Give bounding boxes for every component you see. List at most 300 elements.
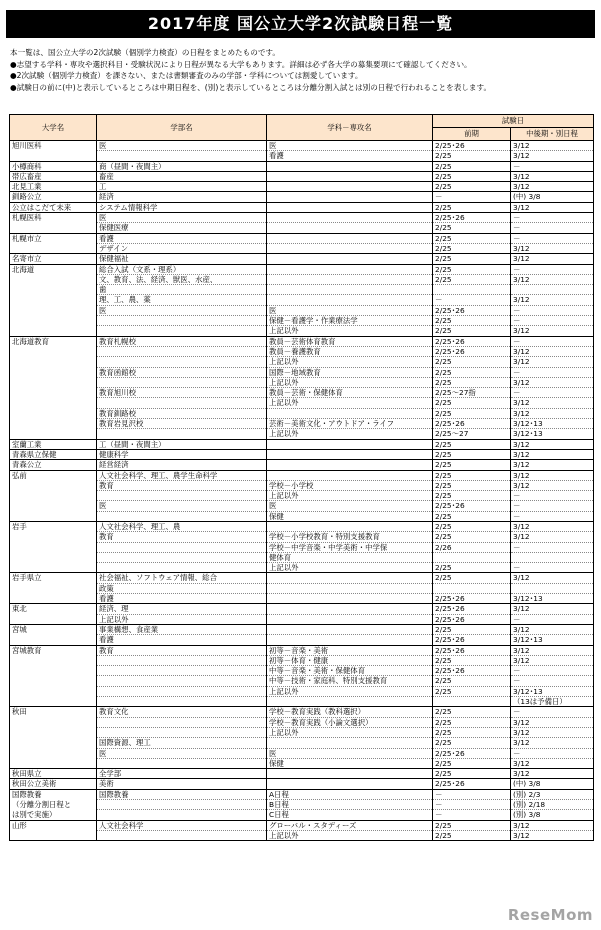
table-row <box>10 624 594 634</box>
cell-department <box>267 264 433 274</box>
table-row <box>10 223 594 233</box>
cell-first: 2/25 <box>433 624 511 634</box>
cell-first: 2/25 <box>433 264 511 274</box>
cell-faculty: 教育函館校 <box>97 367 267 377</box>
cell-university <box>10 594 97 604</box>
cell-faculty: 歯 <box>97 285 267 295</box>
cell-faculty <box>97 717 267 727</box>
table-row <box>10 274 594 284</box>
cell-university <box>10 367 97 377</box>
cell-university: 国際教養 <box>10 789 97 799</box>
cell-faculty <box>97 563 267 573</box>
table-row <box>10 254 594 264</box>
cell-second <box>511 583 594 593</box>
cell-faculty: 国際資源、理工 <box>97 738 267 748</box>
cell-university <box>10 408 97 418</box>
cell-department: 学校－教育実践（教科選択） <box>267 707 433 717</box>
table-row <box>10 830 594 840</box>
cell-faculty: 政策 <box>97 583 267 593</box>
cell-department: 教員－芸術体育教育 <box>267 336 433 346</box>
page-title: 2017年度 国公立大学2次試験日程一覧 <box>6 10 595 38</box>
cell-department <box>267 171 433 181</box>
cell-second: 3/12 <box>511 243 594 253</box>
cell-department <box>267 233 433 243</box>
cell-first: 2/25 <box>433 727 511 737</box>
notes <box>10 47 595 93</box>
cell-second: 3/12･13 <box>511 686 594 696</box>
table-row <box>10 511 594 521</box>
cell-second: 3/12 <box>511 398 594 408</box>
cell-first: 2/25 <box>433 171 511 181</box>
cell-university <box>10 583 97 593</box>
cell-department: 国際－地域教育 <box>267 367 433 377</box>
cell-department <box>267 439 433 449</box>
cell-university: 秋田公立美術 <box>10 779 97 789</box>
cell-department <box>267 274 433 284</box>
cell-university <box>10 274 97 284</box>
cell-first: 2/25 <box>433 161 511 171</box>
table-row <box>10 305 594 315</box>
cell-second: 3/12･13 <box>511 594 594 604</box>
cell-first: 2/25 <box>433 758 511 768</box>
schedule-table <box>9 114 594 841</box>
cell-first: 2/25 <box>433 449 511 459</box>
cell-faculty: 教育釧路校 <box>97 408 267 418</box>
cell-second: － <box>511 614 594 624</box>
cell-faculty <box>97 151 267 161</box>
cell-department <box>267 202 433 212</box>
cell-first: 2/25･26 <box>433 305 511 315</box>
cell-university: 帯広畜産 <box>10 171 97 181</box>
cell-university <box>10 429 97 439</box>
cell-first: 2/25･26 <box>433 748 511 758</box>
cell-university: 弘前 <box>10 470 97 480</box>
cell-faculty: 人文社会科学、理工、農 <box>97 521 267 531</box>
cell-first: 2/25 <box>433 470 511 480</box>
cell-second: (中) 3/8 <box>511 779 594 789</box>
cell-university <box>10 542 97 552</box>
cell-second: (別) 2/3 <box>511 789 594 799</box>
table-row <box>10 141 594 151</box>
cell-first <box>433 552 511 562</box>
cell-university: 釧路公立 <box>10 192 97 202</box>
table-row <box>10 213 594 223</box>
cell-university <box>10 491 97 501</box>
cell-university <box>10 357 97 367</box>
cell-second: － <box>511 542 594 552</box>
cell-university <box>10 316 97 326</box>
cell-department: A日程 <box>267 789 433 799</box>
cell-faculty: 教育札幌校 <box>97 336 267 346</box>
header-exam-date: 試験日 <box>433 115 594 128</box>
cell-university <box>10 511 97 521</box>
cell-faculty: 教育文化 <box>97 707 267 717</box>
table-row <box>10 521 594 531</box>
cell-university <box>10 388 97 398</box>
table-row <box>10 820 594 830</box>
cell-second: 3/12 <box>511 460 594 470</box>
cell-second: 3/12 <box>511 171 594 181</box>
table-row <box>10 727 594 737</box>
cell-faculty: 工 <box>97 182 267 192</box>
cell-second: 3/12 <box>511 717 594 727</box>
cell-department <box>267 161 433 171</box>
cell-second: 3/12 <box>511 727 594 737</box>
cell-university: 宮城 <box>10 624 97 634</box>
cell-first: 2/25 <box>433 491 511 501</box>
cell-faculty: 保健医療 <box>97 223 267 233</box>
cell-second: 3/12 <box>511 357 594 367</box>
cell-faculty <box>97 676 267 686</box>
table-row <box>10 542 594 552</box>
cell-second: 3/12 <box>511 758 594 768</box>
cell-second: － <box>511 501 594 511</box>
cell-second: － <box>511 563 594 573</box>
cell-first: 2/25 <box>433 398 511 408</box>
cell-department: 上記以外 <box>267 326 433 336</box>
cell-department: 医 <box>267 141 433 151</box>
cell-department: 健体育 <box>267 552 433 562</box>
cell-first: 2/25 <box>433 243 511 253</box>
cell-department: 教員－養護教育 <box>267 346 433 356</box>
cell-faculty <box>97 491 267 501</box>
cell-university <box>10 686 97 696</box>
cell-first: 2/25 <box>433 377 511 387</box>
cell-faculty <box>97 655 267 665</box>
cell-faculty <box>97 697 267 707</box>
cell-first <box>433 697 511 707</box>
cell-faculty: 医 <box>97 501 267 511</box>
cell-department <box>267 213 433 223</box>
cell-faculty: 商（昼間・夜間主） <box>97 161 267 171</box>
cell-department: 初等－音楽・美術 <box>267 645 433 655</box>
cell-faculty <box>97 800 267 810</box>
cell-first: 2/25 <box>433 532 511 542</box>
cell-faculty: 国際教養 <box>97 789 267 799</box>
table-row <box>10 666 594 676</box>
table-row <box>10 346 594 356</box>
cell-department <box>267 254 433 264</box>
table-row <box>10 233 594 243</box>
table-row <box>10 388 594 398</box>
cell-first: 2/25 <box>433 254 511 264</box>
cell-second: 3/12 <box>511 830 594 840</box>
cell-second: 3/12 <box>511 470 594 480</box>
cell-second: － <box>511 233 594 243</box>
cell-second: 3/12 <box>511 532 594 542</box>
cell-university: 公立はこだて未来 <box>10 202 97 212</box>
cell-first: 2/25 <box>433 233 511 243</box>
cell-first: 2/25 <box>433 738 511 748</box>
table-row <box>10 583 594 593</box>
cell-department <box>267 594 433 604</box>
cell-second: 3/12 <box>511 377 594 387</box>
cell-department <box>267 460 433 470</box>
header-university: 大学名 <box>10 115 97 141</box>
table-row <box>10 491 594 501</box>
cell-faculty: 美術 <box>97 779 267 789</box>
cell-second: 3/12 <box>511 141 594 151</box>
cell-first: 2/25 <box>433 480 511 490</box>
table-row <box>10 758 594 768</box>
cell-second: 3/12 <box>511 202 594 212</box>
cell-second: 3/12 <box>511 182 594 192</box>
cell-second: (別) 2/18 <box>511 800 594 810</box>
cell-department: 保健 <box>267 511 433 521</box>
cell-first: － <box>433 295 511 305</box>
cell-university: 北見工業 <box>10 182 97 192</box>
cell-second: － <box>511 388 594 398</box>
table-row <box>10 367 594 377</box>
cell-department <box>267 604 433 614</box>
cell-department <box>267 243 433 253</box>
cell-department: 医 <box>267 748 433 758</box>
note-intro: 本一覧は、国公立大学の2次試験（個別学力検査）の日程をまとめたものです。 <box>10 48 281 57</box>
table-row <box>10 779 594 789</box>
cell-department <box>267 223 433 233</box>
cell-first: 2/25 <box>433 686 511 696</box>
cell-department: 学校－小学校教育・特別支援教育 <box>267 532 433 542</box>
cell-university <box>10 717 97 727</box>
cell-department: グローバル・スタディーズ <box>267 820 433 830</box>
cell-first: 2/25 <box>433 367 511 377</box>
cell-university <box>10 532 97 542</box>
cell-university <box>10 748 97 758</box>
cell-university: 秋田 <box>10 707 97 717</box>
cell-department: 教員－芸術・保健体育 <box>267 388 433 398</box>
cell-first: 2/25 <box>433 769 511 779</box>
cell-faculty: 保健福祉 <box>97 254 267 264</box>
cell-first: 2/25･26 <box>433 336 511 346</box>
cell-first: 2/25 <box>433 202 511 212</box>
cell-university <box>10 419 97 429</box>
cell-university <box>10 346 97 356</box>
cell-faculty: 教育 <box>97 532 267 542</box>
cell-second: (中) 3/8 <box>511 192 594 202</box>
table-row <box>10 326 594 336</box>
cell-faculty <box>97 666 267 676</box>
cell-first: 2/25 <box>433 655 511 665</box>
table-row <box>10 460 594 470</box>
table-row <box>10 202 594 212</box>
cell-department: 医 <box>267 305 433 315</box>
table-row <box>10 295 594 305</box>
table-row <box>10 182 594 192</box>
cell-university <box>10 285 97 295</box>
cell-second: 3/12 <box>511 655 594 665</box>
cell-faculty: 教育旭川校 <box>97 388 267 398</box>
cell-department: 上記以外 <box>267 727 433 737</box>
schedule-body <box>10 141 594 841</box>
cell-second: 3/12･13 <box>511 635 594 645</box>
cell-faculty: 教育岩見沢校 <box>97 419 267 429</box>
cell-department: 学校－教育実践（小論文選択） <box>267 717 433 727</box>
cell-department: C日程 <box>267 810 433 820</box>
cell-first: 2/25 <box>433 563 511 573</box>
table-row <box>10 748 594 758</box>
cell-first: 2/25 <box>433 326 511 336</box>
cell-second: － <box>511 707 594 717</box>
cell-first: 2/25 <box>433 820 511 830</box>
cell-second: 3/12 <box>511 521 594 531</box>
cell-department: 学校－中学音楽・中学美術・中学保 <box>267 542 433 552</box>
cell-faculty: 医 <box>97 305 267 315</box>
cell-university: 岩手県立 <box>10 573 97 583</box>
cell-faculty: 総合入試（文系・理系） <box>97 264 267 274</box>
cell-faculty: 医 <box>97 213 267 223</box>
cell-department: 保健 <box>267 758 433 768</box>
cell-first: 2/25･26 <box>433 635 511 645</box>
table-row <box>10 789 594 799</box>
cell-university: 青森公立 <box>10 460 97 470</box>
cell-department: 上記以外 <box>267 491 433 501</box>
cell-faculty <box>97 398 267 408</box>
table-row <box>10 604 594 614</box>
cell-department: 医 <box>267 501 433 511</box>
table-row <box>10 336 594 346</box>
cell-university <box>10 295 97 305</box>
table-row <box>10 357 594 367</box>
cell-department: 初等－体育・健康 <box>267 655 433 665</box>
cell-first: 2/25 <box>433 439 511 449</box>
header-first-period: 前期 <box>433 128 511 141</box>
cell-faculty: 看護 <box>97 233 267 243</box>
cell-second: 3/12 <box>511 769 594 779</box>
cell-second: 3/12 <box>511 326 594 336</box>
header-faculty: 学部名 <box>97 115 267 141</box>
cell-department: 上記以外 <box>267 830 433 840</box>
cell-university: 旭川医科 <box>10 141 97 151</box>
cell-university <box>10 305 97 315</box>
cell-faculty: 畜産 <box>97 171 267 181</box>
table-row <box>10 449 594 459</box>
cell-university: 室蘭工業 <box>10 439 97 449</box>
cell-university: （分離分割日程と <box>10 800 97 810</box>
cell-university: 札幌医科 <box>10 213 97 223</box>
cell-second: － <box>511 491 594 501</box>
cell-second: 3/12 <box>511 346 594 356</box>
cell-second: (別) 3/8 <box>511 810 594 820</box>
cell-first: 2/25 <box>433 707 511 717</box>
table-row <box>10 614 594 624</box>
cell-university <box>10 480 97 490</box>
cell-department: 上記以外 <box>267 686 433 696</box>
cell-first <box>433 285 511 295</box>
cell-first: 2/25 <box>433 830 511 840</box>
cell-faculty <box>97 511 267 521</box>
cell-faculty <box>97 357 267 367</box>
table-row <box>10 151 594 161</box>
cell-faculty <box>97 727 267 737</box>
cell-first: 2/25･26 <box>433 645 511 655</box>
cell-university <box>10 727 97 737</box>
cell-university <box>10 830 97 840</box>
cell-second: 3/12 <box>511 408 594 418</box>
cell-faculty: 工（昼間・夜間主） <box>97 439 267 449</box>
cell-faculty: 事業構想、食産業 <box>97 624 267 634</box>
cell-second: － <box>511 305 594 315</box>
cell-faculty: 全学部 <box>97 769 267 779</box>
cell-second: 3/12 <box>511 439 594 449</box>
cell-department <box>267 449 433 459</box>
cell-first: 2/25･26 <box>433 604 511 614</box>
cell-second: － <box>511 511 594 521</box>
cell-second: － <box>511 213 594 223</box>
cell-second: （13は予備日） <box>511 697 594 707</box>
cell-faculty: 人文社会科学 <box>97 820 267 830</box>
cell-first: 2/25 <box>433 511 511 521</box>
cell-faculty: 医 <box>97 141 267 151</box>
table-row <box>10 738 594 748</box>
cell-university: 山形 <box>10 820 97 830</box>
cell-first: 2/25･26 <box>433 419 511 429</box>
table-row <box>10 655 594 665</box>
cell-department: 学校－小学校 <box>267 480 433 490</box>
header-second-period: 中後期・別日程 <box>511 128 594 141</box>
cell-first: 2/25 <box>433 357 511 367</box>
table-row <box>10 810 594 820</box>
cell-first: － <box>433 789 511 799</box>
cell-faculty: 健康科学 <box>97 449 267 459</box>
cell-university <box>10 552 97 562</box>
table-row <box>10 532 594 542</box>
table-row <box>10 686 594 696</box>
cell-department: 中等－音楽・美術・保健体育 <box>267 666 433 676</box>
cell-second <box>511 285 594 295</box>
cell-university <box>10 243 97 253</box>
cell-faculty: 理、工、農、薬 <box>97 295 267 305</box>
cell-second: 3/12 <box>511 573 594 583</box>
table-row <box>10 398 594 408</box>
note-3: ●試験日の前に(中)と表示しているところは中期日程を、(別)と表示しているところは分離分割入試とは別の日程で行われることを表します。 <box>10 82 492 92</box>
cell-department: 上記以外 <box>267 357 433 367</box>
cell-faculty: 看護 <box>97 594 267 604</box>
cell-faculty <box>97 830 267 840</box>
cell-university: 東北 <box>10 604 97 614</box>
cell-university: 札幌市立 <box>10 233 97 243</box>
cell-department <box>267 769 433 779</box>
table-row <box>10 264 594 274</box>
cell-second: 3/12 <box>511 624 594 634</box>
cell-second: 3/12･13 <box>511 419 594 429</box>
cell-university <box>10 676 97 686</box>
cell-first: 2/26 <box>433 542 511 552</box>
cell-first: 2/25 <box>433 717 511 727</box>
cell-first: 2/25～27 <box>433 429 511 439</box>
cell-department <box>267 614 433 624</box>
cell-university: 岩手 <box>10 521 97 531</box>
cell-faculty: 教育 <box>97 480 267 490</box>
table-row <box>10 697 594 707</box>
cell-faculty: 人文社会科学、理工、農学生命科学 <box>97 470 267 480</box>
cell-university: 小樽商科 <box>10 161 97 171</box>
cell-first: 2/25～27指 <box>433 388 511 398</box>
cell-faculty: 医 <box>97 748 267 758</box>
table-row <box>10 243 594 253</box>
cell-second: 3/12 <box>511 449 594 459</box>
cell-faculty <box>97 686 267 696</box>
cell-university <box>10 377 97 387</box>
table-row <box>10 717 594 727</box>
table-row <box>10 552 594 562</box>
cell-department <box>267 583 433 593</box>
cell-department <box>267 285 433 295</box>
cell-second: － <box>511 264 594 274</box>
table-row <box>10 408 594 418</box>
cell-first: 2/25･26 <box>433 779 511 789</box>
table-row <box>10 316 594 326</box>
cell-department <box>267 779 433 789</box>
